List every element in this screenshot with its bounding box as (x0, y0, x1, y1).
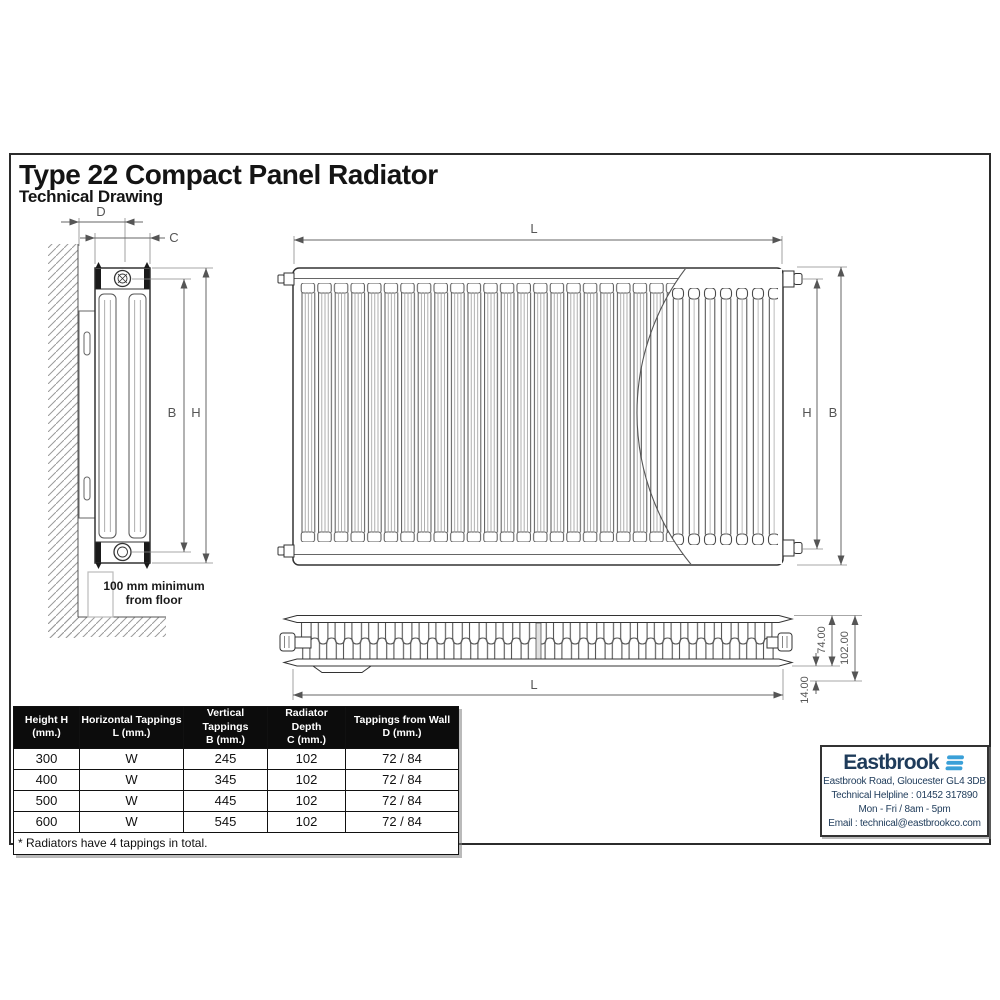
cell-tappings-from-wall: 72 / 84 (346, 769, 459, 790)
cell-tappings-from-wall: 72 / 84 (346, 811, 459, 832)
page-subtitle: Technical Drawing (19, 187, 163, 206)
floor-clearance-note-line1: 100 mm minimum (103, 579, 205, 593)
dim-label-b-side: B (167, 405, 177, 420)
dim-label-l-front: L (530, 221, 538, 236)
dim-label-d: D (96, 204, 106, 219)
dimension-l-top (293, 669, 783, 700)
cell-vertical-tappings: 245 (184, 748, 268, 769)
brand-box (820, 745, 989, 837)
table-footnote: * Radiators have 4 tappings in total. (14, 832, 459, 854)
col-header-horizontal-tappings: Horizontal Tappings L (mm.) (80, 707, 184, 749)
floor-hatch (48, 617, 166, 637)
brand-helpline: Technical Helpline : 01452 317890 (831, 790, 978, 801)
page-title: Type 22 Compact Panel Radiator (19, 159, 438, 190)
cell-radiator-depth: 102 (268, 811, 346, 832)
dim-label-h-side: H (191, 405, 201, 420)
table-row (14, 769, 459, 790)
col-header-vertical-tappings: Vertical Tappings B (mm.) (184, 707, 268, 749)
dim-label-c: C (169, 230, 179, 245)
col-header-tappings-from-wall: Tappings from Wall D (mm.) (346, 707, 459, 749)
dimension-h-front (802, 279, 823, 549)
center-seam (536, 623, 541, 659)
cell-vertical-tappings: 445 (184, 790, 268, 811)
cell-horizontal-tappings: W (80, 769, 184, 790)
top-view (280, 616, 862, 704)
dim-label-14: 14.00 (799, 676, 811, 704)
cell-horizontal-tappings: W (80, 790, 184, 811)
front-view (278, 174, 1000, 652)
spec-table-header-row (14, 707, 459, 749)
cell-height: 400 (14, 769, 80, 790)
cell-height: 300 (14, 748, 80, 769)
cell-vertical-tappings: 345 (184, 769, 268, 790)
cell-height: 600 (14, 811, 80, 832)
cell-vertical-tappings: 545 (184, 811, 268, 832)
dimension-c (80, 230, 179, 264)
cell-tappings-from-wall: 72 / 84 (346, 748, 459, 769)
dim-label-74: 74.00 (816, 626, 828, 654)
cell-radiator-depth: 102 (268, 748, 346, 769)
cell-radiator-depth: 102 (268, 790, 346, 811)
cell-horizontal-tappings: W (80, 811, 184, 832)
table-footnote-row (14, 832, 459, 854)
front-panel-edge (284, 616, 792, 623)
dim-label-102: 102.00 (839, 631, 851, 665)
cell-tappings-from-wall: 72 / 84 (346, 790, 459, 811)
col-header-height: Height H (mm.) (14, 707, 80, 749)
table-row (14, 790, 459, 811)
floor-clearance-note-line2: from floor (125, 593, 183, 607)
dimension-74 (792, 616, 862, 667)
cell-horizontal-tappings: W (80, 748, 184, 769)
spec-table (13, 706, 459, 855)
side-view (48, 204, 213, 638)
bottom-tapping-icon (114, 544, 131, 561)
brand-hours: Mon - Fri / 8am - 5pm (858, 804, 951, 815)
dim-label-b-front: B (828, 405, 838, 420)
col-header-radiator-depth: Radiator Depth C (mm.) (268, 707, 346, 749)
dim-label-h-front: H (802, 405, 812, 420)
wall-hatch (48, 244, 78, 638)
cell-radiator-depth: 102 (268, 769, 346, 790)
side-radiator-body (95, 262, 150, 569)
cell-height: 500 (14, 790, 80, 811)
dimension-14 (799, 653, 816, 704)
dimension-h-side (152, 268, 213, 563)
brand-email: Email : technical@eastbrookco.com (828, 818, 981, 829)
wall-bracket-top-view (313, 666, 371, 673)
eastbrook-wordmark: Eastbrook (843, 751, 939, 774)
brand-address: Eastbrook Road, Gloucester GL4 3DB (823, 776, 986, 787)
table-row (14, 811, 459, 832)
table-row (14, 748, 459, 769)
dimension-l-front (294, 221, 782, 264)
eastbrook-waves-icon (944, 754, 966, 772)
rear-panel-edge (284, 659, 792, 666)
eastbrook-logo (822, 751, 987, 775)
dim-label-l-top: L (530, 677, 538, 692)
